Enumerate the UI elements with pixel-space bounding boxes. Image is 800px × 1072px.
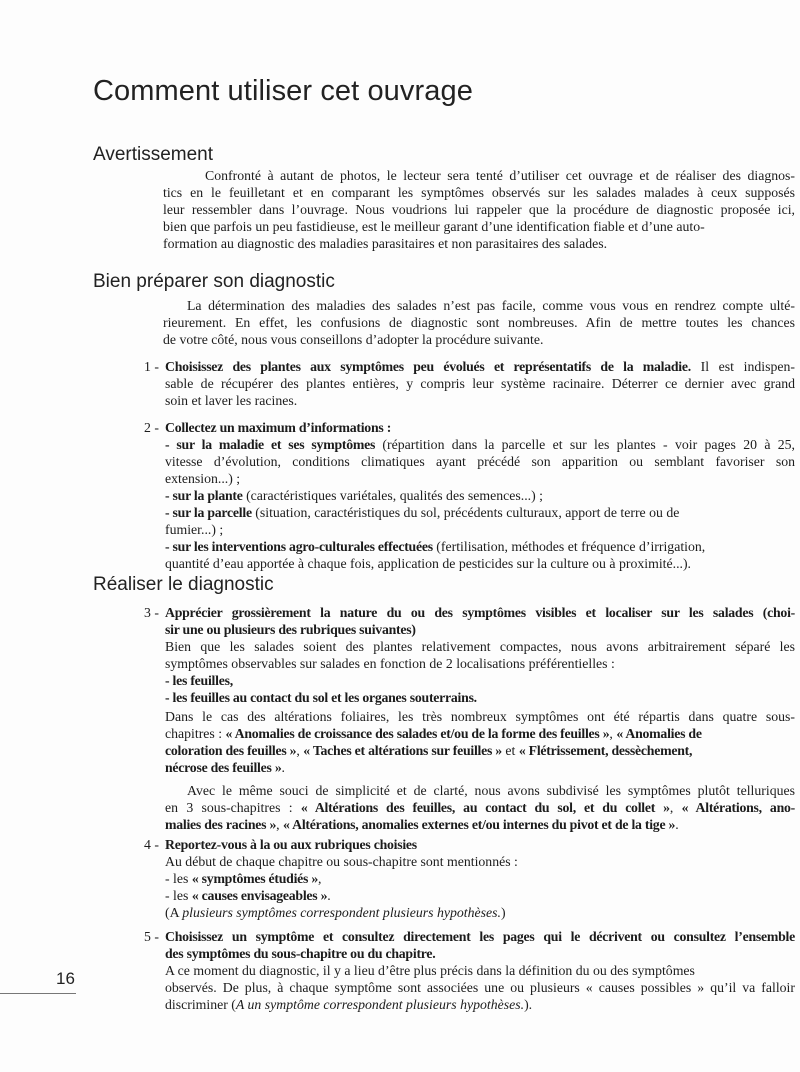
paragraph [165, 782, 795, 833]
text-line [163, 297, 795, 314]
bold-text: malies des racines » [165, 817, 277, 832]
text-run: - les [165, 888, 192, 903]
text-run: Avec le même souci de simplicité et de clarté, nous avons subdivisé les symptômes plutôt telluriques [187, 783, 795, 798]
text-run: Bien que les salades soient des plantes relativement compactes, nous avons arbitrairement séparé les [165, 639, 795, 654]
text-run: - les [165, 871, 192, 886]
text-run: . [675, 817, 679, 832]
text-line [165, 672, 795, 689]
text-line [165, 782, 795, 799]
text-line [163, 314, 795, 331]
text-line [165, 853, 795, 870]
step-number: 3 - [144, 605, 159, 620]
numbered-step [144, 604, 795, 706]
bold-text: - sur la plante [165, 488, 243, 503]
text-line [165, 870, 795, 887]
text-line [165, 555, 795, 572]
section-heading: Avertissement [93, 144, 214, 165]
page-number: 16 [56, 969, 75, 988]
text-run: (fertilisation, méthodes et fréquence d’irrigation, [432, 539, 706, 554]
text-run: soin et laver les racines. [165, 393, 298, 408]
numbered-step [144, 836, 795, 921]
bold-text: « Altérations, ano- [681, 800, 795, 815]
text-run: bien que parfois un peu fastidieuse, est le meilleur garant d’une identification fiable et d’une auto- [163, 219, 705, 234]
bold-text: sir une ou plusieurs des rubriques suivantes) [165, 622, 416, 637]
bold-text: des symptômes du sous-chapitre ou du chapitre. [165, 946, 436, 961]
text-line [165, 928, 795, 945]
paragraph [163, 297, 795, 348]
text-line [163, 218, 795, 235]
italic-text: plusieurs symptômes correspondent plusieurs hypothèses. [182, 905, 501, 920]
text-run: et [501, 743, 519, 758]
bold-text: Apprécier grossièrement la nature du ou des symptômes visibles et localiser sur les salades (choi- [165, 605, 795, 620]
page-number-rule [0, 993, 76, 994]
text-line [165, 816, 795, 833]
text-run: (situation, caractéristiques du sol, précédents culturaux, apport de terre ou de [251, 505, 680, 520]
text-line [165, 836, 795, 853]
text-line [165, 996, 795, 1013]
text-line [165, 799, 795, 816]
text-run: Dans le cas des altérations foliaires, les très nombreux symptômes ont été répartis dans quatre sous- [165, 709, 795, 724]
text-line [165, 538, 795, 555]
bold-text: « Anomalies de [616, 726, 702, 741]
text-run: Confronté à autant de photos, le lecteur sera tenté d’utiliser cet ouvrage et de réaliser des diagnos- [205, 168, 795, 183]
text-line [165, 708, 795, 725]
text-run: (caractéristiques variétales, qualités des semences...) ; [242, 488, 543, 503]
paragraph [163, 167, 795, 252]
text-line [163, 201, 795, 218]
text-line [165, 436, 795, 453]
text-line [165, 742, 795, 759]
bold-text: « causes envisageables » [191, 888, 328, 903]
text-run: , [609, 726, 617, 741]
text-run: symptômes observables sur salades en fonction de 2 localisations préférentielles : [165, 656, 615, 671]
text-line [165, 604, 795, 621]
text-line [165, 470, 795, 487]
bold-text: « Taches et altérations sur feuilles » [303, 743, 502, 758]
text-run: , [669, 800, 682, 815]
text-run: ) [500, 905, 506, 920]
text-line [165, 979, 795, 996]
text-line [163, 331, 795, 348]
text-run: , [296, 743, 304, 758]
text-line [165, 945, 795, 962]
bold-text: Collectez un maximum d’informations : [165, 420, 392, 435]
numbered-step [144, 928, 795, 1013]
section-heading: Bien préparer son diagnostic [93, 271, 335, 292]
text-line [163, 184, 795, 201]
text-run: fumier...) ; [165, 522, 224, 537]
text-line [165, 655, 795, 672]
text-line [165, 887, 795, 904]
bold-text: - sur les interventions agro-culturales effectuées [165, 539, 433, 554]
text-run: Il est indispen- [690, 359, 795, 374]
text-line [165, 375, 795, 392]
bold-text: « Altérations des feuilles, au contact du sol, et du collet » [300, 800, 670, 815]
text-run: extension...) ; [165, 471, 241, 486]
bold-text: « Altérations, anomalies externes et/ou internes du pivot et de la tige » [283, 817, 676, 832]
bold-text: - sur la parcelle [165, 505, 252, 520]
text-line [165, 962, 795, 979]
text-run: Au début de chaque chapitre ou sous-chapitre sont mentionnés : [165, 854, 518, 869]
text-run: sable de récupérer des plantes entières, y compris leur système racinaire. Déterrer ce dernier avec grand [165, 376, 795, 391]
text-run: . [281, 760, 285, 775]
text-run: leur ressembler dans l’ouvrage. Nous voudrions lui rappeler que la procédure de diagnostic proposée ici, [163, 202, 795, 217]
text-line [165, 521, 795, 538]
text-line [165, 504, 795, 521]
numbered-step [144, 419, 795, 572]
text-line [163, 235, 795, 252]
text-line [165, 759, 795, 776]
text-line [165, 904, 795, 921]
text-run: formation au diagnostic des maladies parasitaires et non parasitaires des salades. [163, 236, 608, 251]
bold-text: coloration des feuilles » [165, 743, 297, 758]
bold-text: nécrose des feuilles » [165, 760, 282, 775]
bold-text: Choisissez un symptôme et consultez directement les pages qui le décrivent ou consultez l’ensemble [165, 929, 795, 944]
text-run: ). [524, 997, 533, 1012]
text-run: chapitres : [165, 726, 226, 741]
bold-text: - les feuilles au contact du sol et les organes souterrains. [165, 690, 477, 705]
text-run: observés. De plus, à chaque symptôme sont associées une ou plusieurs « causes possibles » qu’il va falloir [165, 980, 795, 995]
text-run: discriminer ( [165, 997, 236, 1012]
text-run: rieurement. En effet, les confusions de diagnostic sont nombreuses. Afin de mettre toutes les chances [163, 315, 795, 330]
bold-text: Choisissez des plantes aux symptômes peu évolués et représentatifs de la maladie. [165, 359, 691, 374]
text-run: , [318, 871, 322, 886]
text-run: vitesse d’évolution, conditions climatiques ayant précédé son apparition ou semblant favoriser son [165, 454, 795, 469]
text-line [165, 392, 795, 409]
text-run: (A [165, 905, 183, 920]
text-line [165, 419, 795, 436]
text-line [165, 638, 795, 655]
text-run: en 3 sous-chapitres : [165, 800, 301, 815]
text-run: quantité d’eau apportée à chaque fois, application de pesticides sur la culture ou à proximité...). [165, 556, 692, 571]
step-number: 4 - [144, 837, 159, 852]
text-run: La détermination des maladies des salades n’est pas facile, comme vous vous en rendrez compte ulté- [187, 298, 795, 313]
italic-text: A un symptôme correspondent plusieurs hypothèses. [235, 997, 525, 1012]
text-run: . [327, 888, 331, 903]
bold-text: - sur la maladie et ses symptômes [165, 437, 376, 452]
step-number: 1 - [144, 359, 159, 374]
text-line [165, 621, 795, 638]
bold-text: « Flétrissement, dessèchement, [518, 743, 693, 758]
page-title: Comment utiliser cet ouvrage [93, 75, 473, 107]
bold-text: « Anomalies de croissance des salades et/ou de la forme des feuilles » [225, 726, 610, 741]
text-run: tics en le feuilletant et en comparant les symptômes observés sur les salades malades à ceux supposés [163, 185, 795, 200]
step-number: 5 - [144, 929, 159, 944]
text-line [165, 689, 795, 706]
bold-text: « symptômes étudiés » [191, 871, 319, 886]
text-run: de votre côté, nous vous conseillons d’adopter la procédure suivante. [163, 332, 544, 347]
text-run: A ce moment du diagnostic, il y a lieu d’être plus précis dans la définition du ou des symptômes [165, 963, 695, 978]
text-line [165, 358, 795, 375]
text-run: (répartition dans la parcelle et sur les plantes - voir pages 20 à 25, [375, 437, 795, 452]
step-number: 2 - [144, 420, 159, 435]
text-line [163, 167, 795, 184]
numbered-step [144, 358, 795, 409]
bold-text: - les feuilles, [165, 673, 233, 688]
text-line [165, 725, 795, 742]
text-line [165, 453, 795, 470]
paragraph [165, 708, 795, 776]
text-run: , [276, 817, 284, 832]
text-line [165, 487, 795, 504]
section-heading: Réaliser le diagnostic [93, 574, 274, 595]
bold-text: Reportez-vous à la ou aux rubriques choisies [165, 837, 417, 852]
